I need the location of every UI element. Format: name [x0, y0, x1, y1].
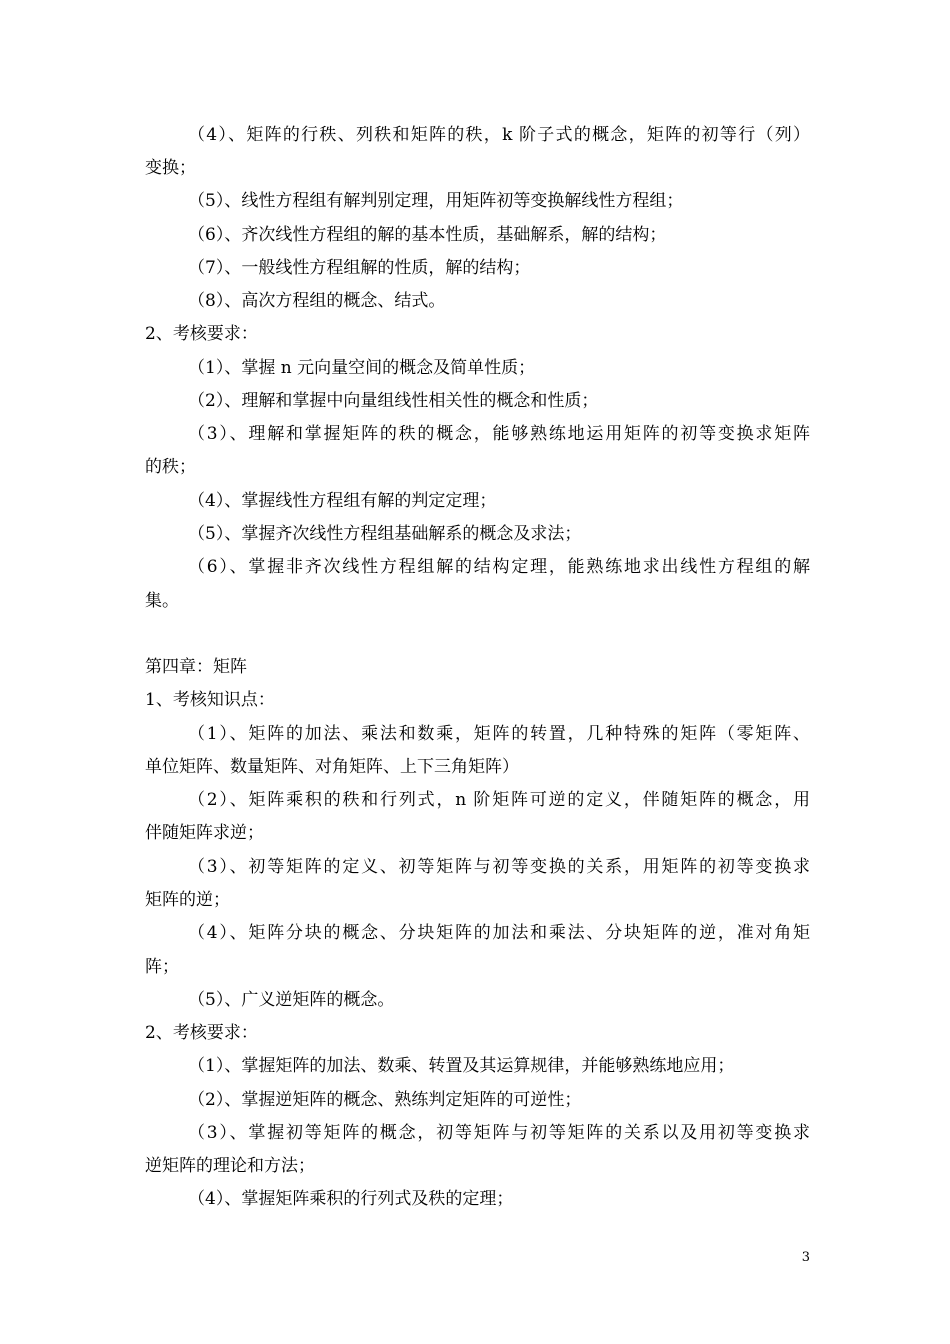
list-item-text: （5）、广义逆矩阵的概念。: [188, 990, 395, 1010]
list-item-text: （2）、矩阵乘积的秩和行列式，n 阶矩阵可逆的定义，伴随矩阵的概念，用: [188, 790, 810, 810]
list-item-text: （6）、齐次线性方程组的解的基本性质，基础解系，解的结构；: [188, 225, 667, 245]
list-item-continuation: 单位矩阵、数量矩阵、对角矩阵、上下三角矩阵）: [145, 757, 519, 777]
list-item-text: （1）、掌握矩阵的加法、数乘、转置及其运算规律，并能够熟练地应用；: [188, 1056, 735, 1076]
list-item-text: （4）、矩阵分块的概念、分块矩阵的加法和乘法、分块矩阵的逆，准对角矩: [188, 923, 810, 943]
chapter-title: 第四章：矩阵: [145, 657, 247, 677]
list-item-text: （3）、初等矩阵的定义、初等矩阵与初等变换的关系，用矩阵的初等变换求: [188, 857, 810, 877]
list-item-text: （2）、掌握逆矩阵的概念、熟练判定矩阵的可逆性；: [188, 1090, 582, 1110]
list-item-text: （4）、掌握线性方程组有解的判定定理；: [188, 491, 497, 511]
section-heading: 2、考核要求：: [145, 324, 258, 344]
section-heading: 1、考核知识点：: [145, 690, 275, 710]
list-item-continuation: 伴随矩阵求逆；: [145, 823, 264, 843]
page-number: 3: [801, 1250, 810, 1265]
list-item-text: （4）、矩阵的行秩、列秩和矩阵的秩，k 阶子式的概念，矩阵的初等行（列）: [188, 125, 810, 145]
section-heading: 2、考核要求：: [145, 1023, 258, 1043]
list-item-continuation: 的秩；: [145, 457, 196, 477]
list-item-continuation: 逆矩阵的理论和方法；: [145, 1156, 315, 1176]
list-item-text: （1）、矩阵的加法、乘法和数乘，矩阵的转置，几种特殊的矩阵（零矩阵、: [188, 724, 810, 744]
list-item-text: （7）、一般线性方程组解的性质，解的结构；: [188, 258, 531, 278]
list-item-text: （6）、掌握非齐次线性方程组解的结构定理，能熟练地求出线性方程组的解: [188, 557, 810, 577]
list-item-text: （4）、掌握矩阵乘积的行列式及秩的定理；: [188, 1189, 514, 1209]
list-item-text: （2）、理解和掌握中向量组线性相关性的概念和性质；: [188, 391, 599, 411]
list-item-text: （3）、掌握初等矩阵的概念，初等矩阵与初等矩阵的关系以及用初等变换求: [188, 1123, 810, 1143]
list-item-text: （3）、理解和掌握矩阵的秩的概念，能够熟练地运用矩阵的初等变换求矩阵: [188, 424, 810, 444]
list-item-continuation: 集。: [145, 591, 179, 611]
list-item-text: （5）、掌握齐次线性方程组基础解系的概念及求法；: [188, 524, 582, 544]
list-item-continuation: 矩阵的逆；: [145, 890, 230, 910]
list-item-text: （1）、掌握 n 元向量空间的概念及简单性质；: [188, 358, 536, 378]
list-item-text: （5）、线性方程组有解判别定理，用矩阵初等变换解线性方程组；: [188, 191, 684, 211]
list-item-continuation: 阵；: [145, 957, 179, 977]
list-item-continuation: 变换；: [145, 158, 196, 178]
list-item-text: （8）、高次方程组的概念、结式。: [188, 291, 446, 311]
